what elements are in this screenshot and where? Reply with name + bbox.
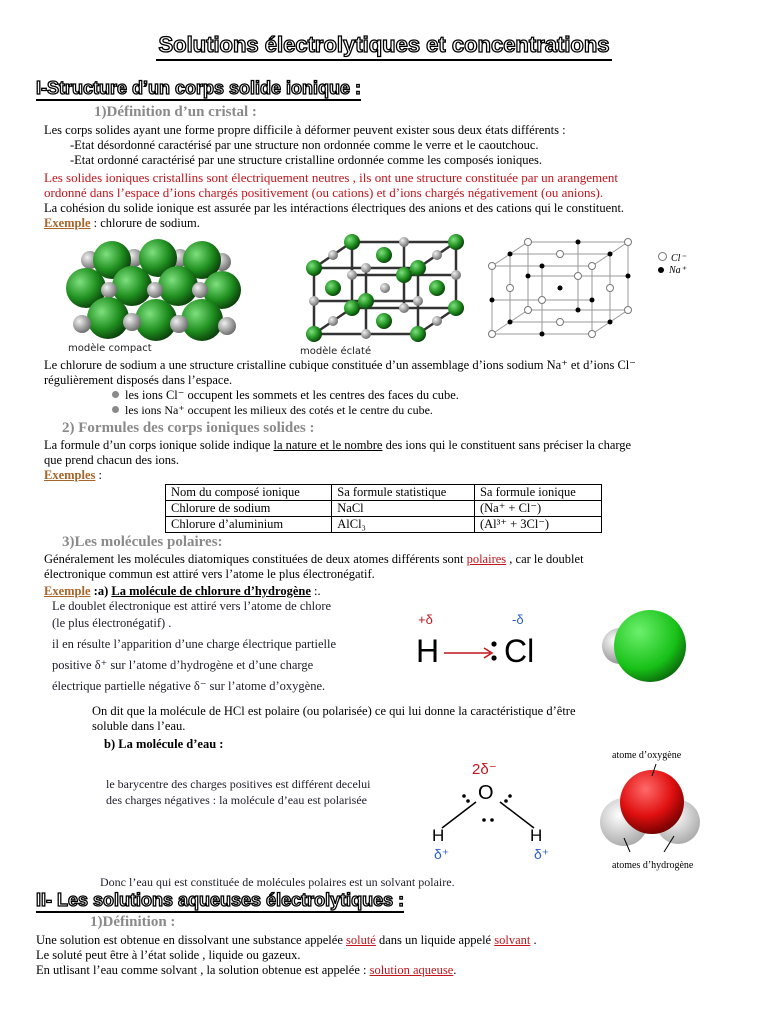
red-underlined-text: soluté: [346, 933, 376, 947]
text-line: [36, 963, 751, 978]
example-label: Exemple: [44, 584, 91, 598]
text-line: -Etat désordonné caractérisé par une structure non ordonnée comme le verre et le caoutchouc.: [70, 138, 539, 152]
hcl-explanation-scan: [52, 598, 392, 695]
hcl-polarity-diagram: [414, 606, 554, 678]
underlined-text: la nature et le nombre: [273, 438, 383, 452]
text-line: Le soluté peut être à l’état solide , liquide ou gazeux.: [36, 948, 301, 962]
text-line: (le plus électronégatif) .: [52, 616, 172, 630]
subheading-formules: 2) Formules des corps ioniques solides :: [62, 420, 315, 436]
legend-cl-label: Cl⁻: [671, 253, 686, 264]
water-polarity-diagram: [420, 758, 580, 870]
partial-negative-2-label: 2δ⁻: [472, 761, 497, 778]
example-hcl-line: [44, 584, 321, 599]
examples-line: [44, 468, 759, 483]
text-line: positive δ⁺ sur l’atome d’hydrogène et d’une charge: [52, 658, 314, 672]
red-underlined-text: solution aqueuse: [369, 963, 454, 977]
legend-na: [658, 265, 686, 277]
nacl-lattice-diagram: [484, 238, 650, 340]
table-cell: Chlorure de sodium: [166, 501, 332, 517]
text-span: :.: [310, 584, 321, 598]
text-line: que prend chacun des ions.: [44, 453, 180, 467]
red-text-line: Les solides ioniques cristallins sont électriquement neutres , ils ont une structure constituée par un arangement: [44, 170, 619, 185]
hydrogen-left-symbol: H: [432, 826, 445, 845]
bullet-text: les ions Cl⁻ occupent les sommets et les centres des faces du cube.: [125, 388, 459, 402]
page-title-wrap: [0, 32, 768, 61]
bullet-icon: [112, 391, 119, 398]
subheading-definition-cristal: 1)Définition d’un cristal :: [94, 104, 257, 120]
text-line: -Etat ordonné caractérisé par une structure cristalline ordonnée comme les composés ioniques.: [70, 153, 543, 167]
table-cell: Chlorure d’aluminium: [166, 517, 332, 533]
hydrogen-right-symbol: H: [530, 826, 543, 845]
bullet-icon: [112, 406, 119, 413]
section-1-heading-wrap: [36, 78, 361, 99]
text-line: La cohésion du solide ionique est assurée par les intéractions électriques des anions et des cations qui le constituent.: [44, 201, 625, 215]
water-conclusion: Donc l’eau qui est constituée de molécules polaires est un solvant polaire.: [100, 875, 455, 889]
hydrogen-symbol: H: [416, 633, 440, 669]
example-text: : chlorure de sodium.: [90, 216, 200, 230]
water-bonds-icon: [434, 788, 544, 832]
text-line: électrique partielle négative δ⁻ sur l’atome d’oxygène.: [52, 679, 326, 693]
text-line: Les corps solides ayant une forme propre difficile à déformer peuvent exister sous deux états différents :: [44, 123, 566, 137]
section-2-heading-wrap: [36, 890, 404, 911]
section-1-heading: I-Structure d’un corps solide ionique :: [36, 78, 361, 101]
red-underlined-text: solvant: [494, 933, 531, 947]
partial-positive-left-label: δ⁺: [434, 846, 450, 862]
text-span: En utlisant l’eau comme solvant , la solution obtenue est appelée :: [36, 963, 370, 977]
chlorine-symbol: Cl: [504, 633, 535, 669]
table-header: Sa formule ionique: [474, 485, 601, 501]
table-cell: AlCl₃: [332, 517, 475, 533]
example-label: Exemple: [44, 216, 91, 230]
text-span: Une solution est obtenue en dissolvant une substance appelée: [36, 933, 346, 947]
para-formules: [44, 438, 759, 483]
caption-compact: modèle compact: [68, 343, 152, 354]
text-line: soluble dans l’eau.: [92, 719, 186, 733]
table-cell: (Al³⁺ + 3Cl⁻): [474, 517, 601, 533]
text-line: On dit que la molécule de HCl est polaire (ou polarisée) ce qui lui donne la caractéristique d’être: [92, 704, 576, 718]
water-heading: b) La molécule d’eau :: [104, 737, 224, 751]
bullet-item: [112, 388, 459, 403]
red-text-line: ordonné dans l’espace d’ions chargés positivement (ou cations) et d’ions chargés négativement (ou anions).: [44, 185, 604, 200]
para-polaires: [44, 552, 759, 582]
text-span: La formule d’un corps ionique solide indique: [44, 438, 274, 452]
bullet-text: les ions Na⁺ occupent les milieux des cotés et le centre du cube.: [125, 403, 433, 417]
subheading-molecules-polaires: 3)Les molécules polaires:: [62, 534, 223, 550]
partial-positive-label: +δ: [418, 612, 433, 627]
example-title: La molécule de chlorure d’hydrogène: [111, 584, 311, 598]
caption-eclate: modèle éclaté: [300, 346, 372, 357]
page-title: Solutions électrolytiques et concentrations: [156, 32, 611, 61]
text-line: [36, 933, 751, 948]
para-hcl-soluble: [92, 704, 732, 734]
table-header-row: [166, 485, 602, 501]
red-underlined-text: polaires: [466, 552, 507, 566]
text-span: :: [95, 468, 102, 482]
text-line: Le chlorure de sodium a une structure cristalline cubique constituée d’un assemblage d’ions sodium Na⁺ et d’ions Cl⁻: [44, 358, 636, 372]
para-solution-definition: [36, 933, 751, 978]
ionic-formula-table: [165, 484, 602, 533]
examples-label: Exemples: [44, 468, 96, 482]
bullet-list: [112, 388, 459, 418]
nacl-exploded-model-image: [296, 234, 468, 344]
water-molecule-model-image: [600, 764, 700, 856]
text-line: il en résulte l’apparition d’une charge électrique partielle: [52, 637, 337, 651]
text-line: [44, 552, 759, 567]
text-span: dans un liquide appelé: [375, 933, 495, 947]
text-line: des charges négatives : la molécule d’eau est polarisée: [106, 793, 368, 807]
electron-pair-icon: [490, 636, 498, 666]
lattice-legend: [658, 252, 686, 277]
text-span: .: [453, 963, 457, 977]
text-line: régulièrement disposés dans l’espace.: [44, 373, 233, 387]
table-cell: (Na⁺ + Cl⁻): [474, 501, 601, 517]
legend-na-label: Na⁺: [669, 265, 686, 276]
example-line: [44, 216, 744, 231]
text-span: Généralement les molécules diatomiques constituées de deux atomes différents sont: [44, 552, 467, 566]
subheading-definition-solution: 1)Définition :: [90, 914, 176, 930]
nacl-compact-model-image: [62, 238, 244, 348]
para-etats: [44, 123, 744, 231]
table-row: [166, 517, 602, 533]
hcl-molecule-model-image: [598, 606, 688, 684]
text-span: .: [530, 933, 537, 947]
text-line: électronique commun est attiré vers l’atome le plus électronégatif.: [44, 567, 375, 581]
label-atomes-hydrogene: atomes d’hydrogène: [612, 860, 694, 871]
label-atome-oxygene: atome d’oxygène: [612, 750, 682, 761]
water-explanation-scan: [106, 776, 416, 808]
table-header: Sa formule statistique: [332, 485, 475, 501]
text-line: le barycentre des charges positives est différent decelui: [106, 777, 371, 791]
text-line: Le doublet électronique est attiré vers l’atome de chlore: [52, 599, 332, 613]
partial-positive-right-label: δ⁺: [534, 846, 550, 862]
table-row: [166, 501, 602, 517]
legend-cl: [658, 252, 686, 265]
table-cell: NaCl: [332, 501, 475, 517]
para-nacl-structure: [44, 358, 759, 388]
text-span: des ions qui le constituent sans préciser la charge: [382, 438, 632, 452]
text-line: [44, 438, 759, 453]
section-2-heading: II- Les solutions aqueuses électrolytiques :: [36, 890, 404, 913]
table-header: Nom du composé ionique: [166, 485, 332, 501]
oxygen-symbol: O: [478, 782, 494, 804]
bullet-item: [112, 403, 459, 418]
text-span: :a): [90, 584, 112, 598]
partial-negative-label: -δ: [512, 612, 524, 627]
text-span: , car le doublet: [506, 552, 584, 566]
